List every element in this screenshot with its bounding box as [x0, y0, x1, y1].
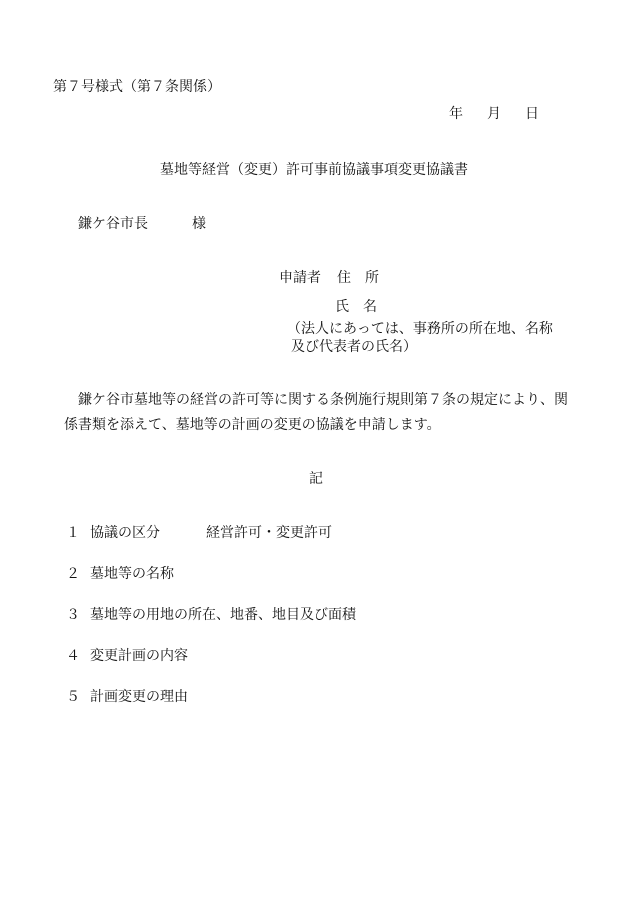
body-paragraph: 鎌ケ谷市墓地等の経営の許可等に関する条例施行規則第７条の規定により、関係書類を添えて、墓地等の計画の変更の協議を申請します。 [64, 392, 568, 433]
ki-label: 記 [309, 471, 323, 487]
item-label: 墓地等の名称 [90, 566, 174, 582]
applicant-note-line2: 及び代表者の氏名） [291, 339, 417, 355]
applicant-address-line [279, 271, 379, 285]
item-label: 墓地等の用地の所在、地番、地目及び面積 [90, 607, 356, 623]
list-item [66, 690, 188, 704]
item-value: 経営許可・変更許可 [206, 525, 332, 541]
applicant-role-label: 申請者 [279, 270, 321, 286]
recipient-name: 鎌ケ谷市長 [78, 216, 148, 232]
date-day-label: 日 [525, 106, 539, 122]
applicant-address-label: 住 所 [337, 270, 379, 286]
item-label: 変更計画の内容 [90, 648, 188, 664]
item-number: １ [66, 525, 80, 541]
applicant-name-line [335, 300, 377, 314]
recipient-honorific: 様 [192, 216, 206, 232]
list-item [66, 567, 174, 581]
form-number: 第７号様式（第７条関係） [53, 79, 221, 95]
document-title: 墓地等経営（変更）許可事前協議事項変更協議書 [160, 162, 468, 178]
item-label: 協議の区分 [90, 525, 160, 541]
recipient [78, 217, 206, 231]
item-number: ４ [66, 648, 80, 664]
list-item [66, 608, 356, 622]
applicant-name-label: 氏 名 [335, 299, 377, 315]
date-month-label: 月 [487, 106, 501, 122]
applicant-note-line1: （法人にあっては、事務所の所在地、名称 [287, 321, 553, 337]
list-item [66, 649, 188, 663]
item-number: ３ [66, 607, 80, 623]
item-label: 計画変更の理由 [90, 689, 188, 705]
item-number: ５ [66, 689, 80, 705]
list-item [66, 526, 332, 540]
date-year-label: 年 [449, 106, 463, 122]
date-line [449, 107, 539, 121]
item-number: ２ [66, 566, 80, 582]
